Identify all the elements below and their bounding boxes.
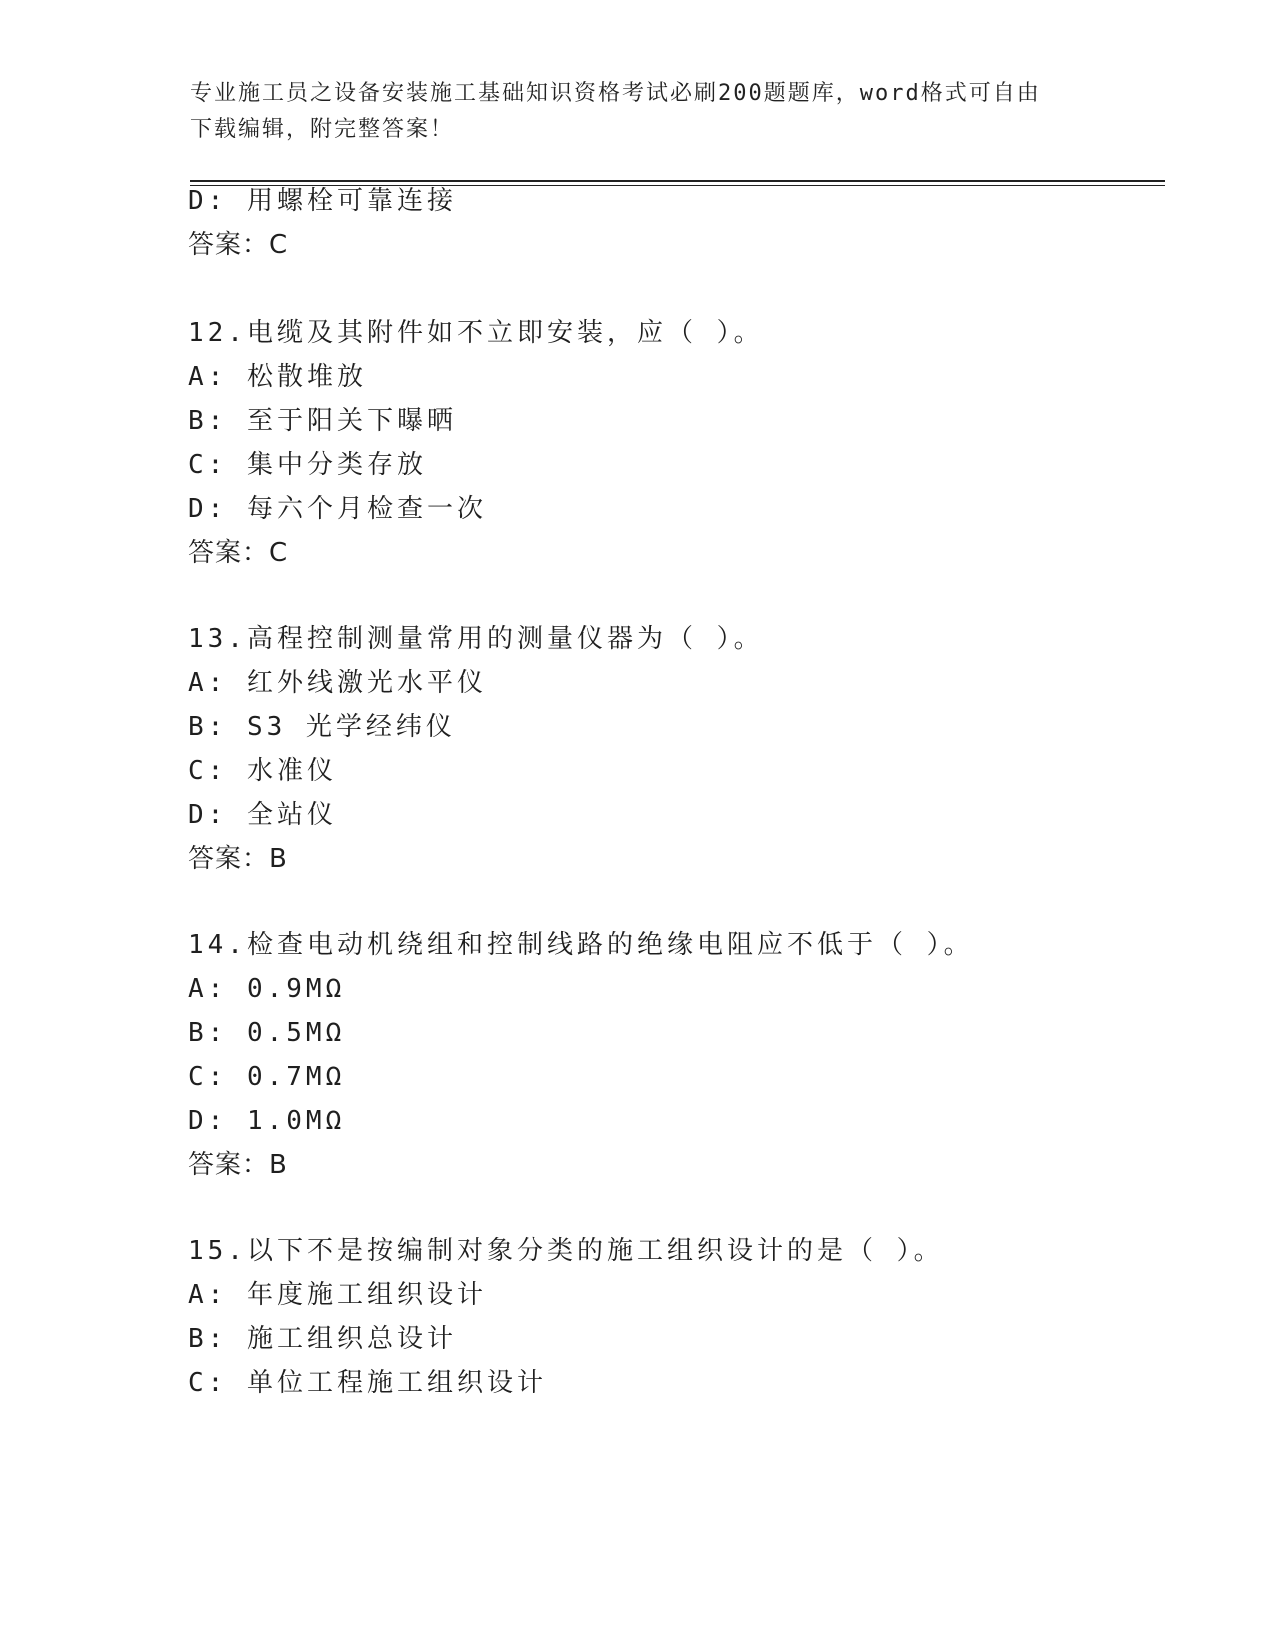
q13-option-d: D: 全站仪: [188, 800, 337, 830]
q13-option-b: B: S3 光学经纬仪: [188, 712, 456, 742]
q14-option-b: B: 0.5MΩ: [188, 1018, 346, 1048]
q14-option-d: D: 1.0MΩ: [188, 1106, 346, 1136]
document-header: [190, 76, 1090, 148]
header-title-line-1: 专业施工员之设备安装施工基础知识资格考试必刷200题题库，word格式可自由: [190, 81, 1041, 106]
q13-option-a: A: 红外线激光水平仪: [188, 668, 487, 698]
q14-question: 14.检查电动机绕组和控制线路的绝缘电阻应不低于（ ）。: [188, 930, 974, 960]
q12-question: 12.电缆及其附件如不立即安装，应（ ）。: [188, 318, 764, 348]
q12-option-b: B: 至于阳关下曝晒: [188, 406, 457, 436]
q12-answer: 答案：C: [188, 538, 289, 568]
header-title-line-2: 下载编辑，附完整答案！: [190, 117, 455, 142]
q12-option-d: D: 每六个月检查一次: [188, 494, 487, 524]
q14-option-a: A: 0.9MΩ: [188, 974, 346, 1004]
q15-option-a: A: 年度施工组织设计: [188, 1280, 487, 1310]
q15-option-c: C: 单位工程施工组织设计: [188, 1368, 547, 1398]
q15-option-b: B: 施工组织总设计: [188, 1324, 457, 1354]
q15-question: 15.以下不是按编制对象分类的施工组织设计的是（ ）。: [188, 1236, 944, 1266]
q12-option-a: A: 松散堆放: [188, 362, 367, 392]
q13-question: 13.高程控制测量常用的测量仪器为（ ）。: [188, 624, 764, 654]
q11-answer: 答案：C: [188, 230, 289, 260]
q11-option-d: D: 用螺栓可靠连接: [188, 186, 457, 216]
q14-answer: 答案：B: [188, 1150, 288, 1180]
q14-option-c: C: 0.7MΩ: [188, 1062, 346, 1092]
q12-option-c: C: 集中分类存放: [188, 450, 427, 480]
q13-option-c: C: 水准仪: [188, 756, 337, 786]
q13-answer: 答案：B: [188, 844, 288, 874]
